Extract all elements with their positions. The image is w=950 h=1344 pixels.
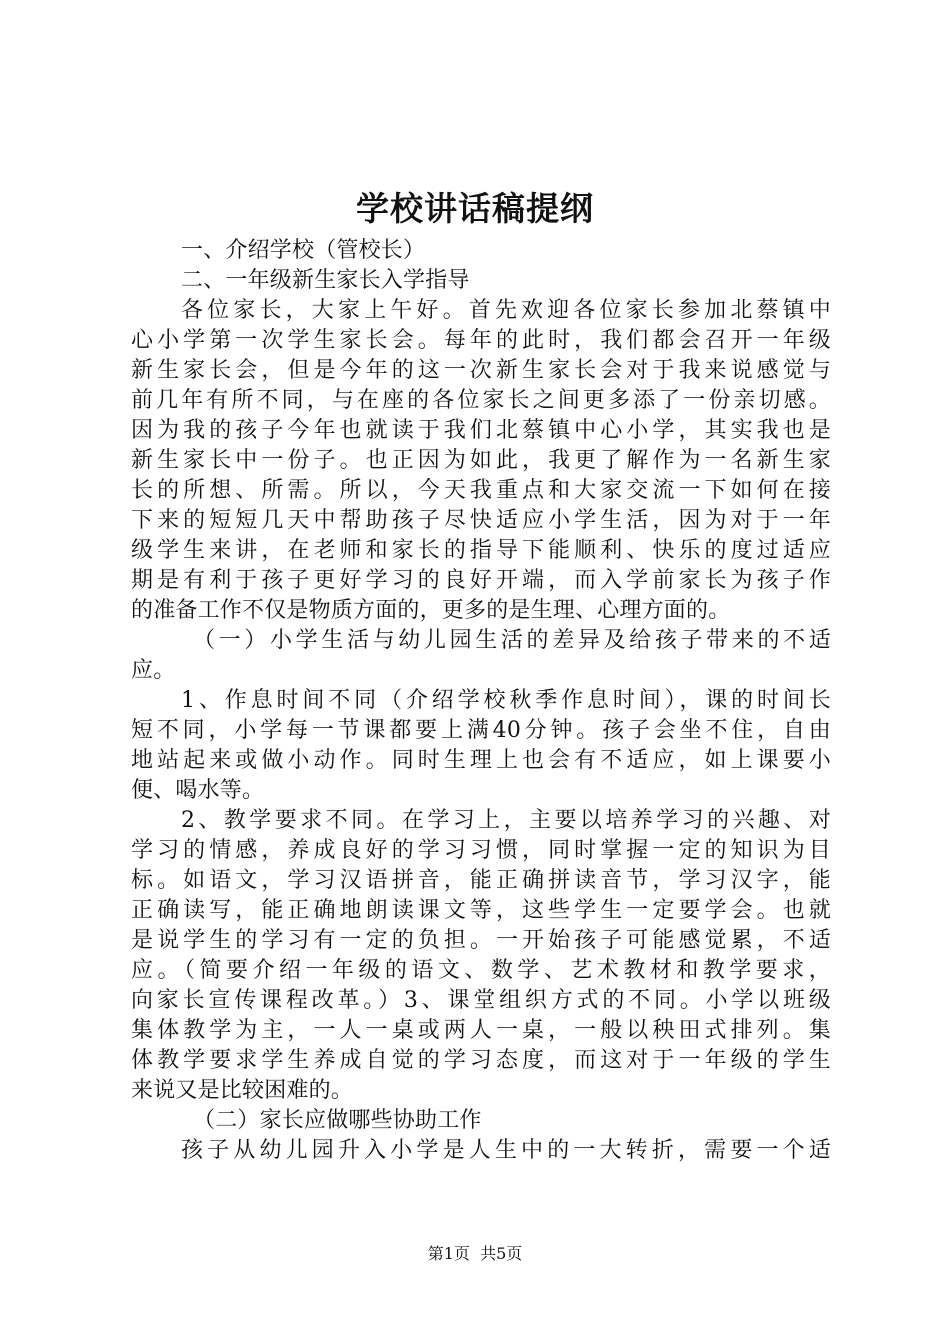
subsection-heading: （二）家长应做哪些协助工作 bbox=[193, 1108, 482, 1133]
paragraph-line: 体教学要求学生养成自觉的学习态度，而这对于一年级的学生 bbox=[131, 1048, 831, 1073]
subsection-heading: 应。 bbox=[131, 658, 176, 683]
paragraph-line: 是说学生的学习有一定的负担。一开始孩子可能感觉累，不适 bbox=[131, 928, 831, 953]
paragraph-line: 地站起来或做小动作。同时生理上也会有不适应，如上课要小 bbox=[131, 748, 831, 773]
paragraph-line: 前几年有所不同，与在座的各位家长之间更多添了一份亲切感。 bbox=[131, 388, 831, 413]
paragraph-line: 各位家长，大家上午好。首先欢迎各位家长参加北蔡镇中 bbox=[181, 298, 831, 323]
page-number: 第1页 共5页 bbox=[427, 1244, 523, 1263]
paragraph-line: 标。如语文，学习汉语拼音，能正确拼读音节，学习汉字，能 bbox=[131, 868, 831, 893]
paragraph-line: 1、作息时间不同（介绍学校秋季作息时间），课的时间长 bbox=[181, 688, 831, 713]
paragraph-line: 孩子从幼儿园升入小学是人生中的一大转折，需要一个适 bbox=[181, 1138, 831, 1163]
page-footer bbox=[0, 1242, 950, 1266]
paragraph-line: 向家长宣传课程改革。）3、课堂组织方式的不同。小学以班级 bbox=[131, 988, 831, 1013]
paragraph-line: 短不同，小学每一节课都要上满40分钟。孩子会坐不住，自由 bbox=[131, 718, 831, 743]
paragraph-line: 2、教学要求不同。在学习上，主要以培养学习的兴趣、对 bbox=[181, 808, 831, 833]
paragraph-line: 来说又是比较困难的。 bbox=[131, 1078, 354, 1103]
section-heading: 一、介绍学校（管校长） bbox=[181, 238, 426, 263]
paragraph-line: 新生家长中一份子。也正因为如此，我更了解作为一名新生家 bbox=[131, 448, 831, 473]
paragraph-line: 集体教学为主，一人一桌或两人一桌，一般以秧田式排列。集 bbox=[131, 1018, 831, 1043]
paragraph-line: 的准备工作不仅是物质方面的，更多的是生理、心理方面的。 bbox=[131, 598, 731, 623]
paragraph-line: 期是有利于孩子更好学习的良好开端，而入学前家长为孩子作 bbox=[131, 568, 831, 593]
paragraph-line: 应。（简要介绍一年级的语文、数学、艺术教材和教学要求， bbox=[131, 958, 831, 983]
subsection-heading: （一）小学生活与幼儿园生活的差异及给孩子带来的不适 bbox=[193, 628, 831, 653]
document-body bbox=[131, 236, 831, 1166]
paragraph-line: 因为我的孩子今年也就读于我们北蔡镇中心小学，其实我也是 bbox=[131, 418, 831, 443]
paragraph-line: 长的所想、所需。所以，今天我重点和大家交流一下如何在接 bbox=[131, 478, 831, 503]
paragraph-line: 学习的情感，养成良好的学习习惯，同时掌握一定的知识为目 bbox=[131, 838, 831, 863]
paragraph-line: 心小学第一次学生家长会。每年的此时，我们都会召开一年级 bbox=[131, 328, 831, 353]
section-heading: 二、一年级新生家长入学指导 bbox=[181, 268, 470, 293]
paragraph-line: 新生家长会，但是今年的这一次新生家长会对于我来说感觉与 bbox=[131, 358, 831, 383]
paragraph-line: 便、喝水等。 bbox=[131, 778, 265, 803]
paragraph-line: 正确读写，能正确地朗读课文等，这些学生一定要学会。也就 bbox=[131, 898, 831, 923]
document-title: 学校讲话稿提纲 bbox=[356, 189, 594, 228]
paragraph-line: 下来的短短几天中帮助孩子尽快适应小学生活，因为对于一年 bbox=[131, 508, 831, 533]
paragraph-line: 级学生来讲，在老师和家长的指导下能顺利、快乐的度过适应 bbox=[131, 538, 831, 563]
